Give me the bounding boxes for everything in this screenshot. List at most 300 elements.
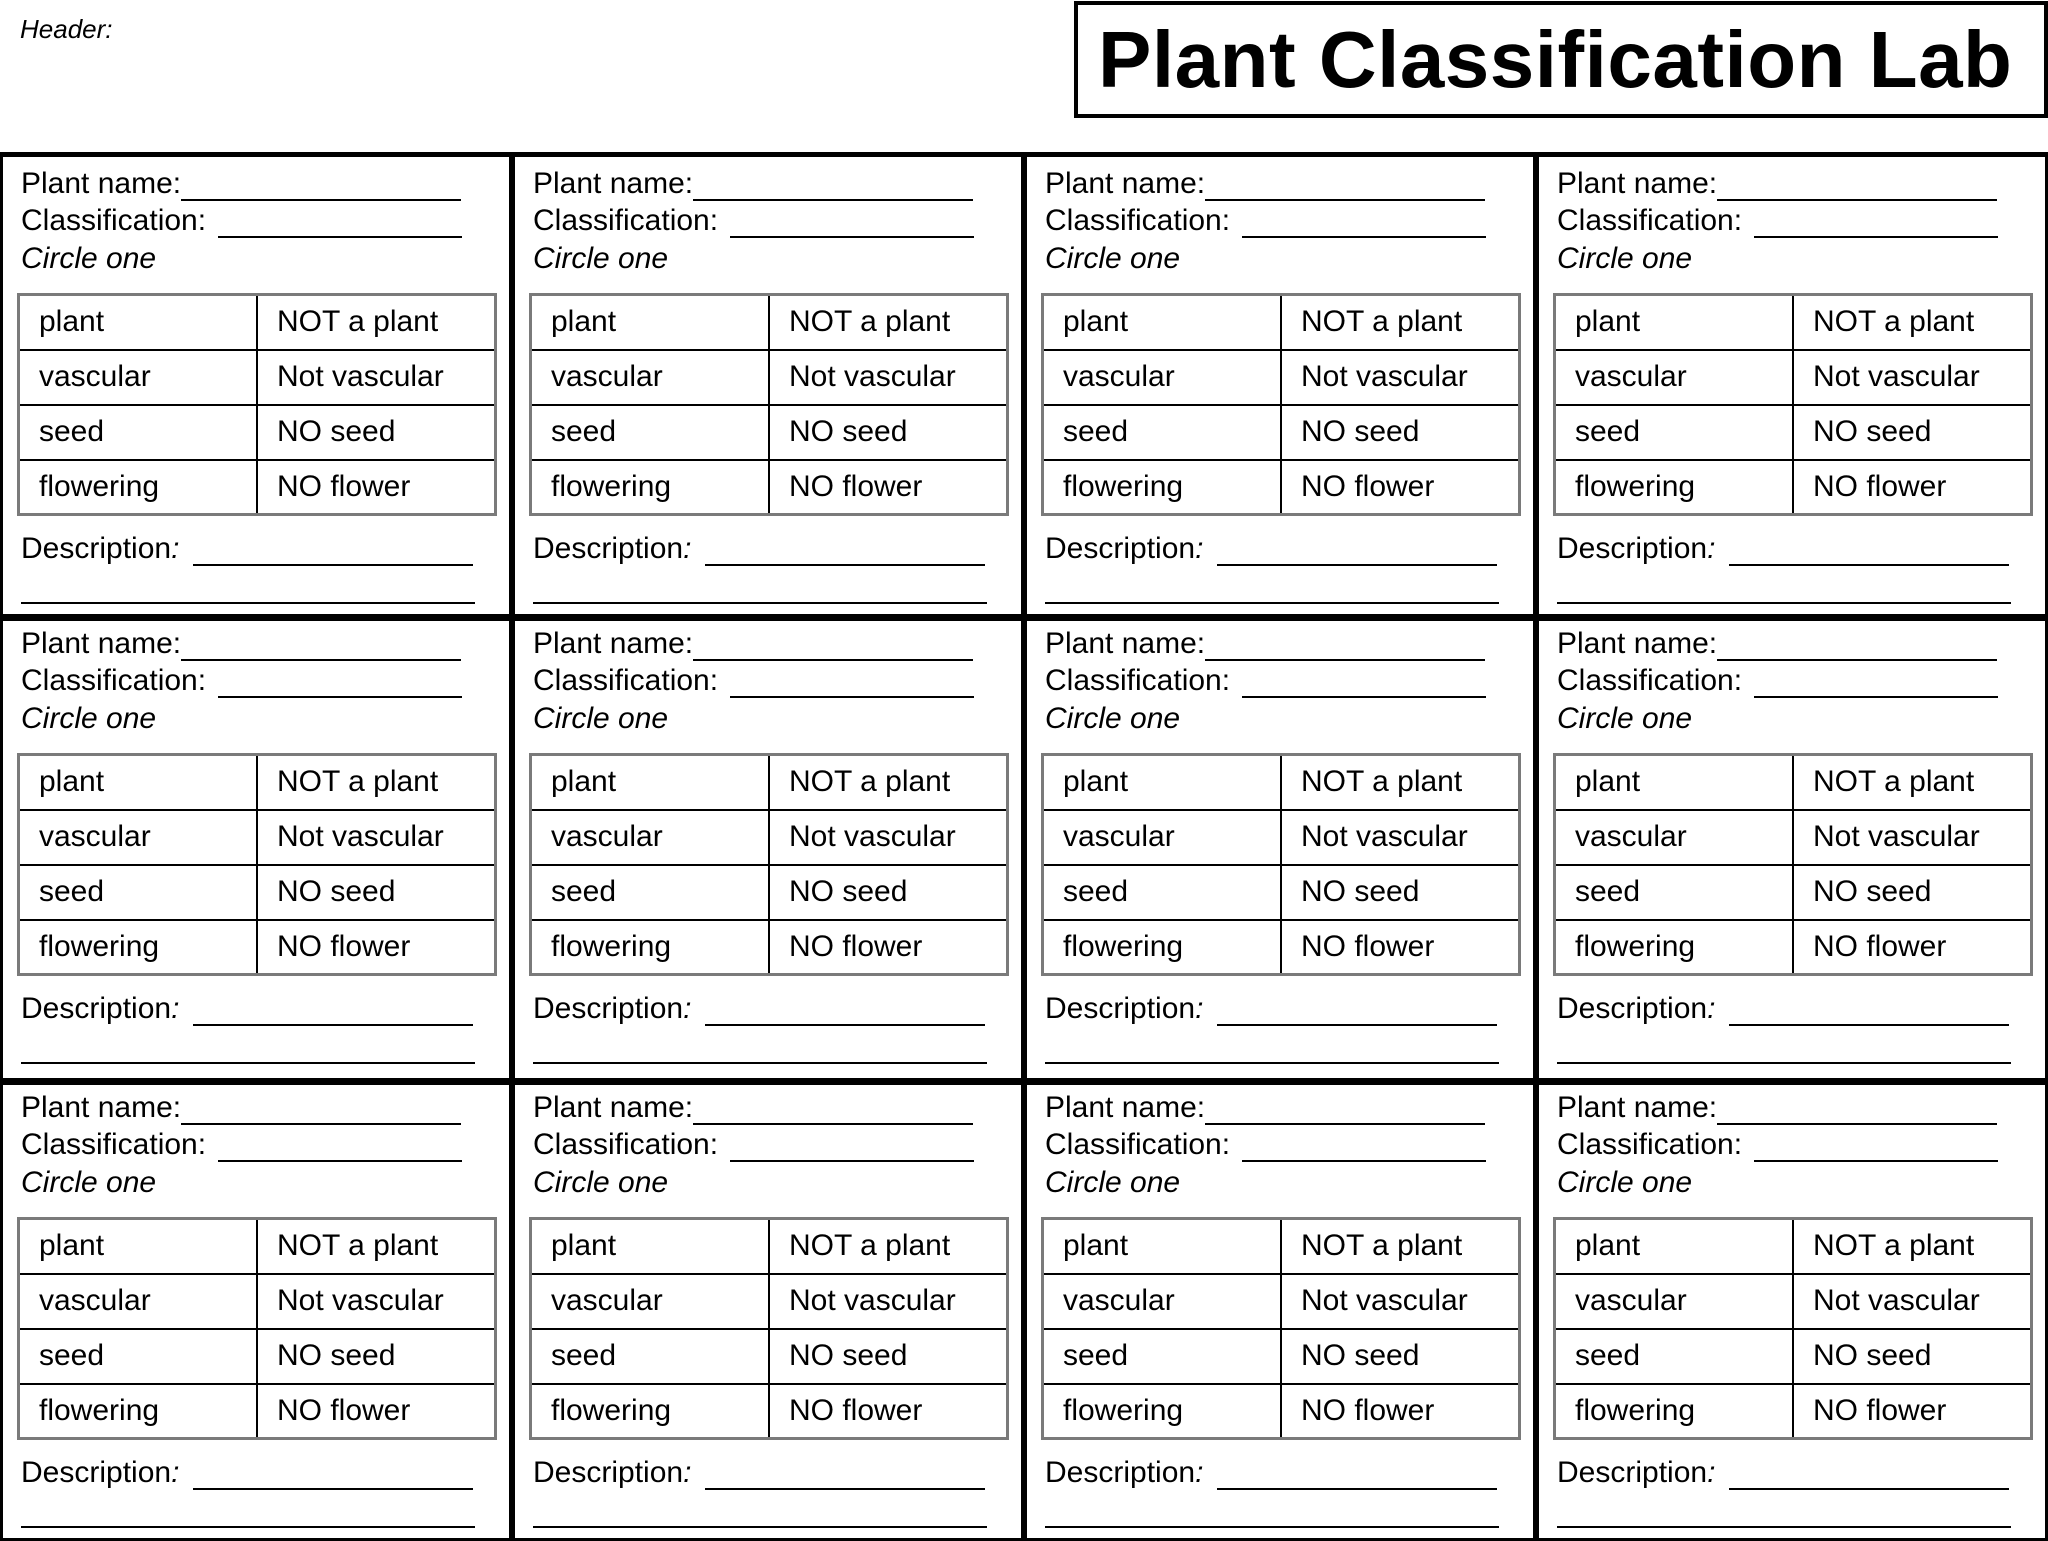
description-colon: : <box>1707 992 1716 1025</box>
plant-name-line <box>1045 167 1485 201</box>
description-blank[interactable] <box>705 998 985 1026</box>
description-blank-second-line[interactable] <box>533 1062 987 1064</box>
option-yes[interactable]: flowering <box>1043 460 1282 515</box>
option-no[interactable]: NOT a plant <box>1793 755 2032 810</box>
classification-card <box>0 617 512 1081</box>
option-table <box>529 293 1009 516</box>
plant-name-label: Plant name: <box>1557 627 1718 660</box>
description-blank[interactable] <box>1729 538 2009 566</box>
option-yes[interactable]: plant <box>1043 1219 1282 1274</box>
option-no[interactable]: Not vascular <box>769 350 1008 405</box>
plant-name-label: Plant name: <box>1557 1091 1718 1124</box>
classification-card <box>1536 1081 2048 1541</box>
option-yes[interactable]: flowering <box>531 460 770 515</box>
plant-name-label: Plant name: <box>21 167 182 200</box>
description-blank[interactable] <box>1729 998 2009 1026</box>
option-table <box>17 293 497 516</box>
option-row <box>1043 1329 1520 1384</box>
option-no[interactable]: NO seed <box>1793 1329 2032 1384</box>
option-no[interactable]: Not vascular <box>1281 1274 1520 1329</box>
option-no[interactable]: NO seed <box>257 405 496 460</box>
option-yes[interactable]: flowering <box>1555 1384 1794 1439</box>
option-row <box>531 405 1008 460</box>
option-no[interactable]: NOT a plant <box>257 295 496 350</box>
classification-blank[interactable] <box>1242 670 1486 698</box>
plant-name-line <box>533 1091 973 1125</box>
plant-name-blank[interactable] <box>693 1097 973 1125</box>
option-no[interactable]: NO seed <box>257 865 496 920</box>
classification-blank[interactable] <box>218 1134 462 1162</box>
option-row <box>1043 920 1520 975</box>
option-row <box>19 755 496 810</box>
classification-card <box>512 157 1024 617</box>
option-yes[interactable]: vascular <box>531 350 770 405</box>
option-no[interactable]: Not vascular <box>257 350 496 405</box>
option-row <box>1043 350 1520 405</box>
option-yes[interactable]: plant <box>1555 1219 1794 1274</box>
option-yes[interactable]: vascular <box>531 1274 770 1329</box>
option-no[interactable]: Not vascular <box>257 1274 496 1329</box>
description-line <box>1045 1456 1497 1490</box>
plant-name-blank[interactable] <box>1717 1097 1997 1125</box>
option-row <box>531 865 1008 920</box>
option-yes[interactable]: flowering <box>531 920 770 975</box>
description-line <box>21 992 473 1026</box>
plant-name-blank[interactable] <box>1717 633 1997 661</box>
description-blank[interactable] <box>705 538 985 566</box>
row-separator <box>0 1079 2048 1085</box>
option-yes[interactable]: vascular <box>1555 1274 1794 1329</box>
description-label: Description <box>1045 1456 1196 1489</box>
option-yes[interactable]: plant <box>19 755 258 810</box>
option-row <box>1555 295 2032 350</box>
option-no[interactable]: NO flower <box>1281 460 1520 515</box>
circle-one-label: Circle one <box>21 702 157 735</box>
circle-one-label: Circle one <box>1557 242 1693 275</box>
option-yes[interactable]: plant <box>531 755 770 810</box>
option-yes[interactable]: seed <box>531 865 770 920</box>
option-yes[interactable]: flowering <box>1555 920 1794 975</box>
option-row <box>531 810 1008 865</box>
classification-line <box>21 204 462 238</box>
description-line <box>1557 532 2009 566</box>
plant-name-blank[interactable] <box>693 633 973 661</box>
description-line <box>1557 992 2009 1026</box>
option-row <box>1555 350 2032 405</box>
description-label: Description <box>1045 992 1196 1025</box>
option-no[interactable]: NO flower <box>1281 920 1520 975</box>
option-yes[interactable]: flowering <box>19 460 258 515</box>
option-no[interactable]: NOT a plant <box>1793 295 2032 350</box>
option-row <box>1555 865 2032 920</box>
description-blank-second-line[interactable] <box>1045 1526 1499 1528</box>
option-row <box>531 1384 1008 1439</box>
option-no[interactable]: NO flower <box>769 920 1008 975</box>
option-yes[interactable]: plant <box>1043 295 1282 350</box>
classification-blank[interactable] <box>1754 1134 1998 1162</box>
option-no[interactable]: NOT a plant <box>1281 755 1520 810</box>
option-row <box>1043 865 1520 920</box>
title-box <box>1074 1 2048 118</box>
option-row <box>19 405 496 460</box>
option-row <box>19 1384 496 1439</box>
option-row <box>1555 1384 2032 1439</box>
option-row <box>531 755 1008 810</box>
option-table <box>1553 293 2033 516</box>
option-yes[interactable]: plant <box>1555 755 1794 810</box>
plant-name-blank[interactable] <box>181 1097 461 1125</box>
option-row <box>1555 1274 2032 1329</box>
option-no[interactable]: Not vascular <box>1793 350 2032 405</box>
classification-card <box>1024 1081 1536 1541</box>
circle-one-label: Circle one <box>533 242 669 275</box>
option-no[interactable]: NOT a plant <box>769 755 1008 810</box>
circle-one-label: Circle one <box>1045 1166 1181 1199</box>
plant-name-blank[interactable] <box>181 633 461 661</box>
description-line <box>21 1456 473 1490</box>
option-row <box>531 1274 1008 1329</box>
circle-one-label: Circle one <box>1045 702 1181 735</box>
classification-card <box>512 617 1024 1081</box>
plant-name-blank[interactable] <box>181 173 461 201</box>
option-yes[interactable]: flowering <box>1043 1384 1282 1439</box>
option-yes[interactable]: vascular <box>1043 350 1282 405</box>
option-row <box>531 920 1008 975</box>
description-blank[interactable] <box>1729 1462 2009 1490</box>
option-row <box>1555 810 2032 865</box>
classification-blank[interactable] <box>1242 1134 1486 1162</box>
option-row <box>1555 755 2032 810</box>
plant-name-blank[interactable] <box>1205 173 1485 201</box>
option-table <box>1041 753 1521 976</box>
description-colon: : <box>1707 532 1716 565</box>
option-no[interactable]: NO flower <box>1793 460 2032 515</box>
option-yes[interactable]: flowering <box>1043 920 1282 975</box>
classification-card <box>1024 157 1536 617</box>
option-yes[interactable]: vascular <box>1043 1274 1282 1329</box>
option-yes[interactable]: vascular <box>1555 350 1794 405</box>
description-line <box>21 532 473 566</box>
option-yes[interactable]: plant <box>1555 295 1794 350</box>
description-label: Description <box>533 992 684 1025</box>
plant-name-label: Plant name: <box>21 1091 182 1124</box>
option-no[interactable]: NO flower <box>257 1384 496 1439</box>
option-yes[interactable]: vascular <box>19 810 258 865</box>
option-yes[interactable]: vascular <box>1043 810 1282 865</box>
option-row <box>19 350 496 405</box>
option-yes[interactable]: plant <box>19 1219 258 1274</box>
option-no[interactable]: NO seed <box>769 865 1008 920</box>
description-blank-second-line[interactable] <box>1557 602 2011 604</box>
option-no[interactable]: Not vascular <box>1793 1274 2032 1329</box>
option-row <box>531 1219 1008 1274</box>
option-row <box>1043 1274 1520 1329</box>
description-blank-second-line[interactable] <box>21 602 475 604</box>
option-no[interactable]: NO flower <box>257 460 496 515</box>
classification-blank[interactable] <box>1754 210 1998 238</box>
classification-card <box>1536 157 2048 617</box>
plant-name-label: Plant name: <box>1045 627 1206 660</box>
plant-name-line <box>21 1091 461 1125</box>
description-blank-second-line[interactable] <box>533 602 987 604</box>
option-row <box>1043 405 1520 460</box>
option-yes[interactable]: plant <box>531 295 770 350</box>
header-label: Header: <box>20 14 113 44</box>
classification-line <box>1557 204 1998 238</box>
circle-one-label: Circle one <box>1045 242 1181 275</box>
option-row <box>19 920 496 975</box>
option-table <box>17 1217 497 1440</box>
classification-blank[interactable] <box>1242 210 1486 238</box>
classification-label: Classification: <box>21 204 207 237</box>
option-yes[interactable]: seed <box>1043 1329 1282 1384</box>
description-blank[interactable] <box>1217 998 1497 1026</box>
classification-line <box>533 1128 974 1162</box>
description-blank-second-line[interactable] <box>21 1526 475 1528</box>
option-row <box>531 295 1008 350</box>
option-no[interactable]: Not vascular <box>1281 810 1520 865</box>
option-yes[interactable]: flowering <box>531 1384 770 1439</box>
classification-label: Classification: <box>1557 204 1743 237</box>
option-yes[interactable]: vascular <box>19 350 258 405</box>
option-row <box>19 865 496 920</box>
classification-label: Classification: <box>1045 204 1231 237</box>
option-no[interactable]: NO flower <box>257 920 496 975</box>
description-colon: : <box>683 1456 692 1489</box>
description-colon: : <box>683 532 692 565</box>
plant-name-label: Plant name: <box>21 627 182 660</box>
option-no[interactable]: NO flower <box>1281 1384 1520 1439</box>
option-row <box>1555 1219 2032 1274</box>
plant-name-blank[interactable] <box>1205 633 1485 661</box>
classification-label: Classification: <box>21 1128 207 1161</box>
option-no[interactable]: Not vascular <box>769 810 1008 865</box>
description-blank[interactable] <box>1217 1462 1497 1490</box>
option-no[interactable]: NOT a plant <box>257 755 496 810</box>
description-blank[interactable] <box>193 538 473 566</box>
description-label: Description <box>1557 1456 1708 1489</box>
option-row <box>19 460 496 515</box>
option-row <box>1043 1384 1520 1439</box>
option-row <box>1555 405 2032 460</box>
classification-card <box>0 157 512 617</box>
description-blank-second-line[interactable] <box>1045 1062 1499 1064</box>
option-no[interactable]: Not vascular <box>1281 350 1520 405</box>
option-yes[interactable]: seed <box>1555 865 1794 920</box>
description-blank-second-line[interactable] <box>1045 602 1499 604</box>
description-line <box>1557 1456 2009 1490</box>
option-yes[interactable]: seed <box>531 405 770 460</box>
plant-name-line <box>1557 167 1997 201</box>
plant-name-line <box>1557 627 1997 661</box>
option-no[interactable]: NOT a plant <box>769 295 1008 350</box>
option-row <box>1555 1329 2032 1384</box>
description-colon: : <box>171 532 180 565</box>
option-no[interactable]: NOT a plant <box>1793 1219 2032 1274</box>
description-label: Description <box>21 532 172 565</box>
description-label: Description <box>1045 532 1196 565</box>
row-separator <box>0 615 2048 621</box>
description-colon: : <box>1195 532 1204 565</box>
plant-name-blank[interactable] <box>693 173 973 201</box>
classification-label: Classification: <box>1557 1128 1743 1161</box>
description-blank-second-line[interactable] <box>1557 1526 2011 1528</box>
option-no[interactable]: NO seed <box>1793 865 2032 920</box>
option-row <box>1555 920 2032 975</box>
plant-name-label: Plant name: <box>1045 167 1206 200</box>
option-yes[interactable]: vascular <box>19 1274 258 1329</box>
option-no[interactable]: NO flower <box>769 1384 1008 1439</box>
option-row <box>1555 460 2032 515</box>
plant-name-line <box>21 167 461 201</box>
description-line <box>1045 992 1497 1026</box>
description-label: Description <box>1557 992 1708 1025</box>
classification-line <box>533 664 974 698</box>
classification-label: Classification: <box>1045 664 1231 697</box>
circle-one-label: Circle one <box>533 1166 669 1199</box>
classification-line <box>21 1128 462 1162</box>
option-row <box>531 350 1008 405</box>
description-blank[interactable] <box>193 1462 473 1490</box>
option-no[interactable]: NOT a plant <box>769 1219 1008 1274</box>
option-yes[interactable]: vascular <box>531 810 770 865</box>
description-colon: : <box>171 992 180 1025</box>
plant-name-blank[interactable] <box>1717 173 1997 201</box>
description-blank-second-line[interactable] <box>21 1062 475 1064</box>
option-yes[interactable]: plant <box>1043 755 1282 810</box>
classification-blank[interactable] <box>730 1134 974 1162</box>
plant-name-line <box>1557 1091 1997 1125</box>
description-blank[interactable] <box>1217 538 1497 566</box>
plant-name-line <box>21 627 461 661</box>
option-no[interactable]: NO flower <box>1793 1384 2032 1439</box>
option-yes[interactable]: seed <box>1555 1329 1794 1384</box>
classification-label: Classification: <box>533 664 719 697</box>
description-blank-second-line[interactable] <box>1557 1062 2011 1064</box>
option-no[interactable]: NO seed <box>1793 405 2032 460</box>
description-colon: : <box>1707 1456 1716 1489</box>
option-row <box>531 460 1008 515</box>
option-row <box>19 1274 496 1329</box>
plant-name-label: Plant name: <box>533 627 694 660</box>
option-no[interactable]: Not vascular <box>257 810 496 865</box>
description-colon: : <box>1195 992 1204 1025</box>
option-no[interactable]: NO flower <box>769 460 1008 515</box>
classification-line <box>533 204 974 238</box>
option-no[interactable]: NOT a plant <box>257 1219 496 1274</box>
classification-label: Classification: <box>21 664 207 697</box>
description-blank-second-line[interactable] <box>533 1526 987 1528</box>
option-no[interactable]: NO seed <box>1281 865 1520 920</box>
option-no[interactable]: Not vascular <box>769 1274 1008 1329</box>
description-line <box>533 1456 985 1490</box>
circle-one-label: Circle one <box>21 242 157 275</box>
circle-one-label: Circle one <box>1557 702 1693 735</box>
classification-card <box>0 1081 512 1541</box>
option-no[interactable]: NOT a plant <box>1281 1219 1520 1274</box>
plant-name-blank[interactable] <box>1205 1097 1485 1125</box>
description-line <box>533 992 985 1026</box>
description-line <box>1045 532 1497 566</box>
option-yes[interactable]: seed <box>19 405 258 460</box>
classification-line <box>21 664 462 698</box>
plant-name-line <box>533 627 973 661</box>
classification-blank[interactable] <box>1754 670 1998 698</box>
option-table <box>1041 293 1521 516</box>
classification-blank[interactable] <box>218 670 462 698</box>
option-row <box>19 810 496 865</box>
option-row <box>1043 1219 1520 1274</box>
classification-card <box>1536 617 2048 1081</box>
description-label: Description <box>21 992 172 1025</box>
option-yes[interactable]: vascular <box>1555 810 1794 865</box>
plant-name-label: Plant name: <box>533 1091 694 1124</box>
description-blank[interactable] <box>705 1462 985 1490</box>
option-no[interactable]: NO seed <box>1281 405 1520 460</box>
option-yes[interactable]: flowering <box>19 1384 258 1439</box>
option-yes[interactable]: seed <box>19 865 258 920</box>
option-table <box>1553 753 2033 976</box>
classification-blank[interactable] <box>730 210 974 238</box>
plant-name-label: Plant name: <box>1557 167 1718 200</box>
option-no[interactable]: Not vascular <box>1793 810 2032 865</box>
classification-line <box>1045 204 1486 238</box>
option-no[interactable]: NO seed <box>769 405 1008 460</box>
option-yes[interactable]: seed <box>531 1329 770 1384</box>
description-colon: : <box>1195 1456 1204 1489</box>
option-table <box>1553 1217 2033 1440</box>
option-row <box>19 1329 496 1384</box>
option-table <box>1041 1217 1521 1440</box>
option-yes[interactable]: flowering <box>19 920 258 975</box>
option-yes[interactable]: plant <box>531 1219 770 1274</box>
option-row <box>19 295 496 350</box>
description-label: Description <box>1557 532 1708 565</box>
option-no[interactable]: NO seed <box>257 1329 496 1384</box>
option-yes[interactable]: seed <box>1043 865 1282 920</box>
option-no[interactable]: NO seed <box>769 1329 1008 1384</box>
option-row <box>1043 755 1520 810</box>
classification-line <box>1045 664 1486 698</box>
circle-one-label: Circle one <box>1557 1166 1693 1199</box>
option-table <box>17 753 497 976</box>
plant-name-line <box>1045 627 1485 661</box>
description-colon: : <box>683 992 692 1025</box>
option-no[interactable]: NO flower <box>1793 920 2032 975</box>
option-yes[interactable]: flowering <box>1555 460 1794 515</box>
option-yes[interactable]: seed <box>1555 405 1794 460</box>
option-yes[interactable]: plant <box>19 295 258 350</box>
option-no[interactable]: NOT a plant <box>1281 295 1520 350</box>
classification-blank[interactable] <box>218 210 462 238</box>
option-row <box>1043 810 1520 865</box>
plant-name-line <box>1045 1091 1485 1125</box>
description-blank[interactable] <box>193 998 473 1026</box>
classification-label: Classification: <box>533 1128 719 1161</box>
option-yes[interactable]: seed <box>1043 405 1282 460</box>
option-yes[interactable]: seed <box>19 1329 258 1384</box>
circle-one-label: Circle one <box>533 702 669 735</box>
plant-name-line <box>533 167 973 201</box>
classification-blank[interactable] <box>730 670 974 698</box>
option-table <box>529 753 1009 976</box>
option-row <box>19 1219 496 1274</box>
classification-line <box>1557 1128 1998 1162</box>
card-grid <box>0 152 2048 1536</box>
option-table <box>529 1217 1009 1440</box>
option-no[interactable]: NO seed <box>1281 1329 1520 1384</box>
classification-label: Classification: <box>1045 1128 1231 1161</box>
